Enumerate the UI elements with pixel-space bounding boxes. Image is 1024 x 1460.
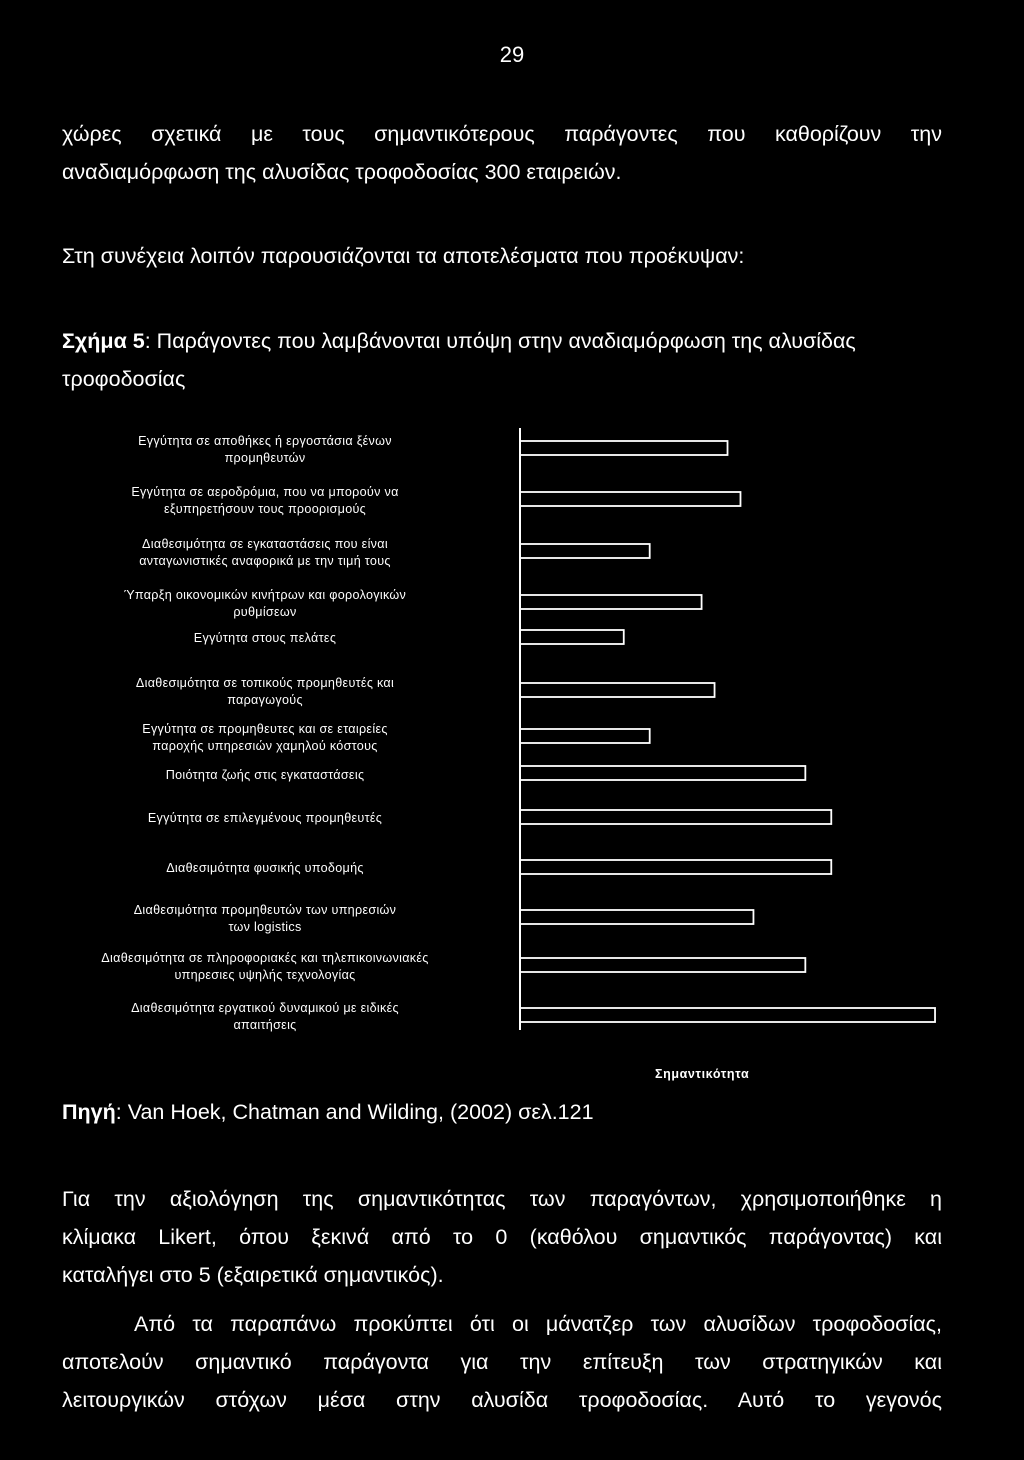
factor-label-line: Εγγύτητα σε προμηθευτες και σε εταιρείες — [142, 722, 388, 736]
factor-label-line: Διαθεσιμότητα σε εγκαταστάσεις που είναι — [142, 537, 388, 551]
figure-caption-line-2: τροφοδοσίας — [62, 367, 186, 391]
importance-bar — [520, 441, 728, 455]
closing-line-1: Από τα παραπάνω προκύπτει ότι οι μάνατζερ των αλυσίδων τροφοδοσίας, — [134, 1312, 942, 1336]
factor-label-line: Διαθεσιμότητα φυσικής υποδομής — [166, 861, 364, 875]
importance-bar — [520, 810, 831, 824]
results-intro: Στη συνέχεια λοιπόν παρουσιάζονται τα αποτελέσματα που προέκυψαν: — [62, 244, 745, 268]
importance-bar — [520, 910, 753, 924]
importance-bar — [520, 492, 740, 506]
source-label: Πηγή — [62, 1100, 116, 1124]
factor-label-line: εξυπηρετήσουν τους προορισμούς — [163, 502, 367, 516]
importance-bar — [520, 729, 650, 743]
likert-line-2: κλίμακα Likert, όπου ξεκινά από το 0 (καθόλου σημαντικός παράγοντας) και — [62, 1225, 942, 1249]
factor-label-line: των logistics — [228, 920, 302, 934]
figure-label: Σχήμα 5 — [62, 329, 145, 353]
likert-line-1: Για την αξιολόγηση της σημαντικότητας των παραγόντων, χρησιμοποιήθηκε η — [62, 1187, 942, 1211]
factor-label-line: παροχής υπηρεσιών χαμηλού κόστους — [152, 739, 378, 753]
importance-bar — [520, 630, 624, 644]
factor-label-line: Εγγύτητα σε επιλεγμένους προμηθευτές — [147, 811, 383, 825]
factor-label-line: ρυθμίσεων — [233, 605, 297, 619]
factor-label-line: Εγγύτητα στους πελάτες — [193, 631, 337, 645]
factor-label-line: προμηθευτών — [224, 451, 306, 465]
factor-label-line: απαιτήσεις — [233, 1018, 297, 1032]
closing-line-2: αποτελούν σημαντικό παράγοντα για την επίτευξη των στρατηγικών και — [62, 1350, 942, 1374]
factor-label-line: Διαθεσιμότητα εργατικού δυναμικού με ειδικές — [131, 1001, 399, 1015]
intro-line-1: χώρες σχετικά με τους σημαντικότερους παράγοντες που καθορίζουν την — [62, 122, 942, 146]
factor-label-line: Εγγύτητα σε αποθήκες ή εργοστάσια ξένων — [138, 434, 392, 448]
importance-bar — [520, 683, 715, 697]
source-citation — [62, 1100, 594, 1125]
chart-axis-title: Σημαντικότητα — [655, 1067, 750, 1081]
factor-label-line: ανταγωνιστικές αναφορικά με την τιμή τους — [139, 554, 391, 568]
figure-caption-line-1: : Παράγοντες που λαμβάνονται υπόψη στην αναδιαμόρφωση της αλυσίδας — [144, 329, 856, 353]
importance-bar — [520, 766, 805, 780]
importance-bar — [520, 860, 831, 874]
likert-line-3: καταλήγει στο 5 (εξαιρετικά σημαντικός). — [62, 1263, 444, 1287]
importance-bar — [520, 595, 702, 609]
factor-label-line: Ύπαρξη οικονομικών κινήτρων και φορολογικών — [123, 588, 407, 602]
importance-bar — [520, 1008, 935, 1022]
factor-label-line: Διαθεσιμότητα προμηθευτών των υπηρεσιών — [133, 903, 397, 917]
factor-label-line: παραγωγούς — [227, 693, 303, 707]
factor-label-line: Διαθεσιμότητα σε πληροφοριακές και τηλεπικοινωνιακές — [101, 951, 429, 965]
factor-label-line: υπηρεσιες υψηλής τεχνολογίας — [174, 968, 356, 982]
importance-bar — [520, 544, 650, 558]
source-text: : Van Hoek, Chatman and Wilding, (2002) σελ.121 — [115, 1100, 594, 1124]
closing-line-3: λειτουργικών στόχων μέσα στην αλυσίδα τροφοδοσίας. Αυτό το γεγονός — [62, 1388, 942, 1412]
importance-bar — [520, 958, 805, 972]
factor-label-line: Ποιότητα ζωής στις εγκαταστάσεις — [165, 768, 365, 782]
intro-line-2: αναδιαμόρφωση της αλυσίδας τροφοδοσίας 300 εταιρειών. — [62, 160, 622, 184]
page-number: 29 — [499, 42, 525, 67]
factor-label-line: Διαθεσιμότητα σε τοπικούς προμηθευτές και — [135, 676, 395, 690]
factor-label-line: Εγγύτητα σε αεροδρόμια, που να μπορούν να — [131, 485, 399, 499]
